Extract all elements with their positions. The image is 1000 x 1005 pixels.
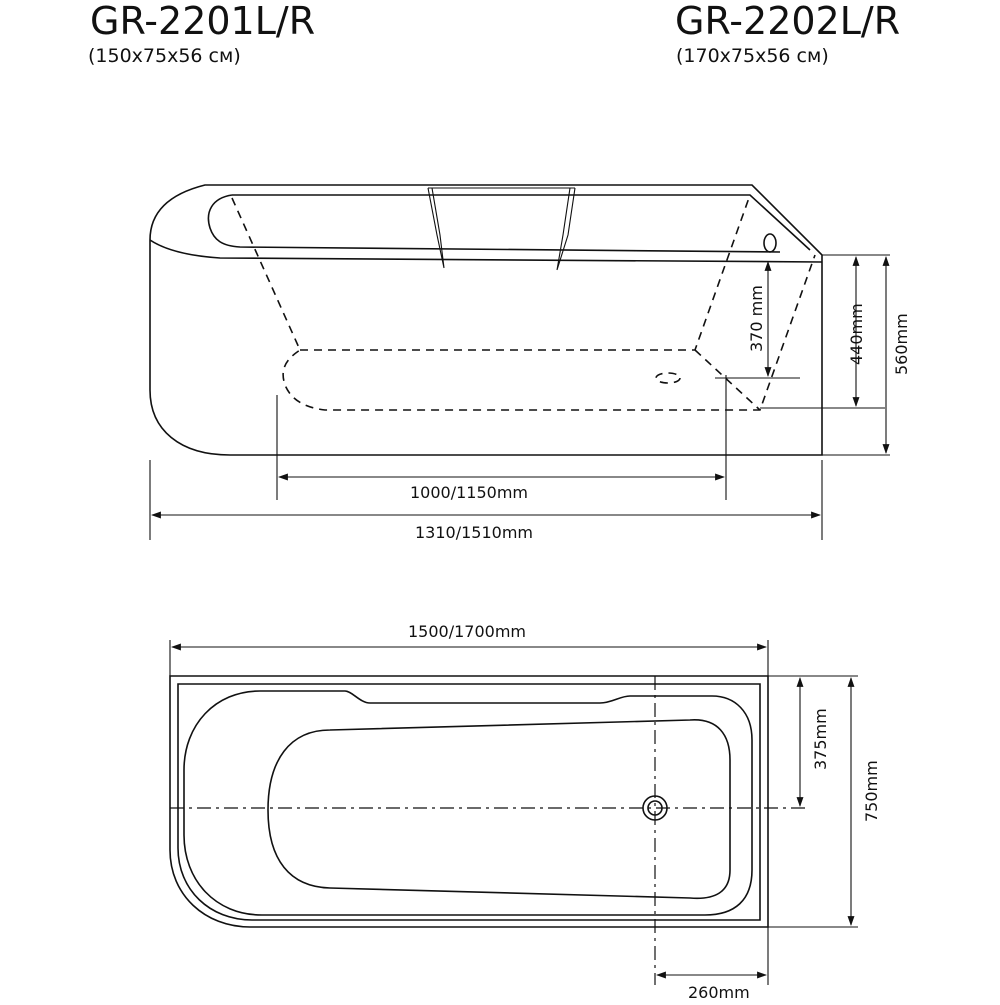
dim-overall-length-label: 1500/1700mm <box>408 622 526 641</box>
side-view <box>150 185 911 542</box>
top-rim-inner <box>178 684 760 920</box>
dim-bottom-length-label: 1000/1150mm <box>410 483 528 502</box>
model-right-size: (170x75x56 см) <box>676 45 829 67</box>
top-view <box>170 622 881 1000</box>
model-left-size: (150x75x56 см) <box>88 45 241 67</box>
top-outer-rim <box>170 676 768 927</box>
model-right-code: GR-2202L/R <box>675 0 901 43</box>
side-lumbar-right <box>557 188 575 270</box>
dim-375-label: 375mm <box>811 708 830 770</box>
top-basin-floor <box>268 720 730 898</box>
side-outer-shell <box>150 185 822 455</box>
side-lumbar-left <box>428 188 444 268</box>
dim-260-label: 260mm <box>688 983 750 1000</box>
overflow-hole <box>764 234 776 252</box>
side-rim-top <box>232 195 810 250</box>
dim-base-length-label: 1310/1510mm <box>415 523 533 542</box>
dim-440-label: 440mm <box>847 303 866 365</box>
model-left-code: GR-2201L/R <box>90 0 316 43</box>
side-rim-inner <box>208 195 780 252</box>
side-drain <box>656 373 680 383</box>
dim-560-label: 560mm <box>892 313 911 375</box>
dim-370-label: 370 mm <box>747 285 766 352</box>
dim-750-label: 750mm <box>862 760 881 822</box>
top-basin-outer <box>184 691 752 915</box>
